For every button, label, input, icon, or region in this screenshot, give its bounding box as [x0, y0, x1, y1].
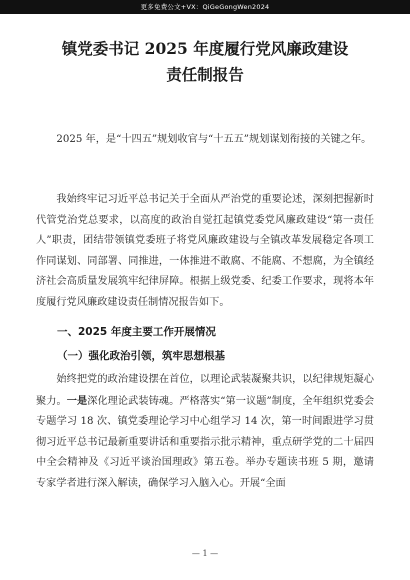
intro-paragraph-2 [36, 190, 374, 313]
intro-paragraph-1 [36, 130, 374, 151]
paragraph-bold-marker: 一是 [66, 394, 88, 407]
page-number: — 1 — [191, 549, 219, 558]
sub-heading-1: （一）强化政治引领，筑牢思想根基 [57, 350, 225, 362]
title-line-2: 责任制报告 [166, 65, 244, 84]
title-line-1: 镇党委书记 2025 年度履行党风廉政建设 [61, 39, 349, 58]
paragraph-lead: 始终把党的政治建设摆在首位，以理论武装凝聚共识，以纪律规矩凝心聚力。 [36, 374, 374, 407]
top-banner: 更多免费公文+VX：QiGeGongWen2024 [0, 0, 410, 14]
intro-paragraph-1-text: 2025 年，是“十四五”规划收官与“十五五”规划谋划衔接的关键之年。 [56, 134, 372, 145]
section-heading-1: 一、2025 年度主要工作开展情况 [57, 326, 216, 338]
paragraph-rest: 深化理论武装铸魂。严格落实“第一议题”制度，全年组织党委会专题学习 18 次、镇党委理论学习中心组学习 14 次，第一时间跟进学习贯彻习近平总书记最新重要讲话和重要指示批示精神，重点研学党的二十届四中全会精神及《习近平谈治国理政》第五卷。举办专题读书班 5 期，邀请专家学者进行深入解读，确保学习入脑入心。开展“全面 [36, 395, 375, 489]
intro-paragraph-2-text: 我始终牢记习近平总书记关于全面从严治党的重要论述，深刻把握新时代管党治党总要求，以高度的政治自觉扛起镇党委党风廉政建设“第一责任人”职责，团结带领镇党委班子将党风廉政建设与全镇改革发展稳定各项工作同谋划、同部署、同推进，一体推进不敢腐、不能腐、不想腐，为全镇经济社会高质量发展筑牢纪律屏障。根据上级党委、纪委工作要求，现将本年度履行党风廉政建设责任制情况报告如下。 [36, 194, 374, 308]
section-1-paragraph [36, 370, 374, 494]
section-1-paragraph-text [36, 370, 374, 494]
document-title [40, 36, 370, 88]
